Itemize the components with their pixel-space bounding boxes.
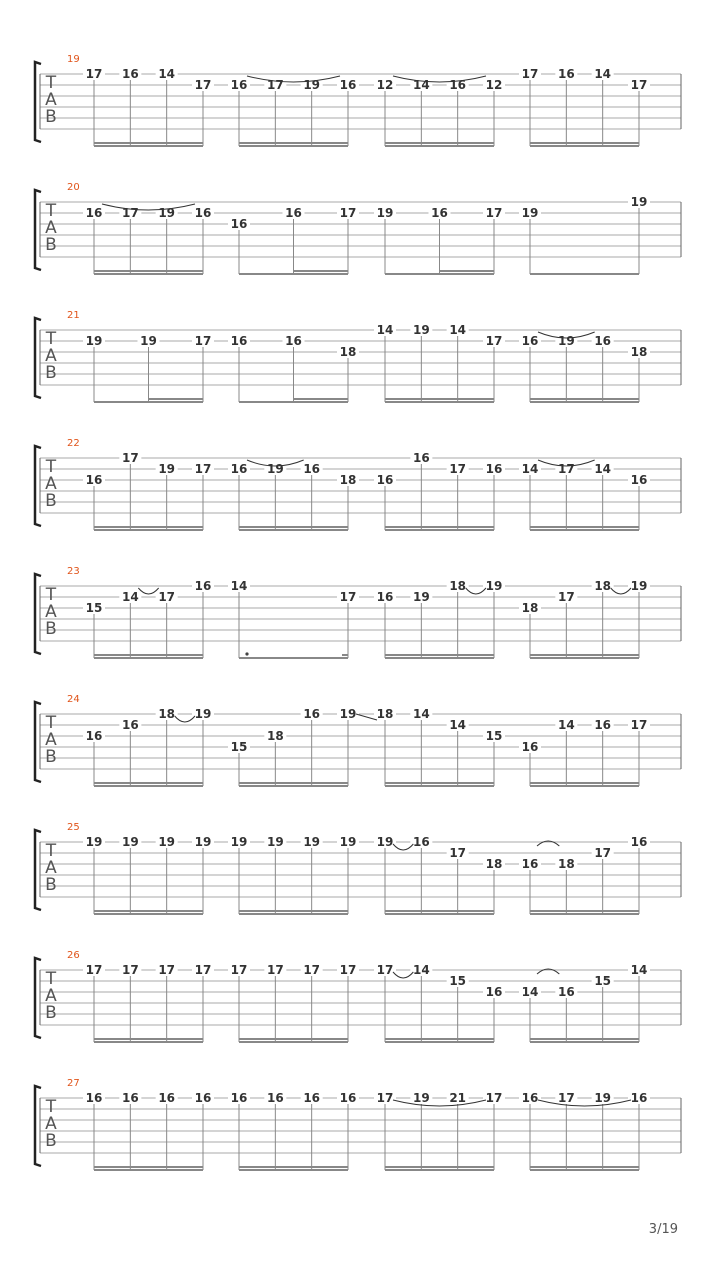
fret-number: 18 bbox=[158, 707, 176, 721]
fret-number: 17 bbox=[194, 963, 212, 977]
fret-number: 19 bbox=[266, 462, 284, 476]
fret-number: 15 bbox=[485, 729, 503, 743]
fret-number: 17 bbox=[121, 963, 139, 977]
beam-primary bbox=[94, 1166, 203, 1168]
fret-number: 17 bbox=[194, 462, 212, 476]
fret-number: 16 bbox=[85, 473, 103, 487]
beam-secondary bbox=[530, 145, 639, 147]
beam-primary bbox=[239, 273, 348, 275]
fret-number: 16 bbox=[85, 729, 103, 743]
fret-number: 16 bbox=[521, 1091, 539, 1105]
fret-number: 16 bbox=[121, 1091, 139, 1105]
fret-number: 14 bbox=[412, 707, 430, 721]
tab-system bbox=[35, 54, 681, 147]
beam-secondary bbox=[239, 1041, 348, 1043]
fret-number: 14 bbox=[121, 590, 139, 604]
tab-clef-letter: A bbox=[45, 986, 57, 1006]
slur-arc bbox=[393, 1100, 486, 1106]
fret-number: 15 bbox=[594, 974, 612, 988]
fret-number: 17 bbox=[557, 462, 575, 476]
fret-number: 17 bbox=[449, 462, 467, 476]
tab-clef-letter: T bbox=[45, 329, 57, 349]
fret-number: 16 bbox=[630, 835, 648, 849]
beam-primary bbox=[239, 782, 348, 784]
beam-secondary bbox=[385, 657, 494, 659]
fret-number: 17 bbox=[485, 206, 503, 220]
beat-group bbox=[519, 462, 650, 531]
fret-number: 14 bbox=[412, 78, 430, 92]
fret-number: 16 bbox=[557, 985, 575, 999]
fret-number: 19 bbox=[158, 206, 176, 220]
fret-number: 16 bbox=[339, 1091, 357, 1105]
fret-number: 16 bbox=[285, 334, 302, 348]
fret-number: 19 bbox=[412, 323, 430, 337]
beat-group bbox=[83, 334, 214, 403]
slur-arc bbox=[102, 204, 195, 210]
fret-number: 19 bbox=[557, 334, 575, 348]
tab-system bbox=[35, 822, 681, 915]
beat-group bbox=[519, 334, 650, 403]
fret-number: 19 bbox=[376, 835, 394, 849]
fret-number: 16 bbox=[412, 835, 430, 849]
tab-system bbox=[35, 566, 681, 659]
tab-clef-letter: B bbox=[45, 107, 57, 127]
tab-clef-letter: A bbox=[45, 858, 57, 878]
fret-number: 17 bbox=[449, 846, 467, 860]
page-number: 3/19 bbox=[648, 1222, 678, 1237]
beat-group bbox=[374, 206, 505, 275]
fret-number: 18 bbox=[521, 601, 539, 615]
beam-primary bbox=[385, 398, 494, 400]
fret-number: 17 bbox=[630, 718, 648, 732]
fret-number: 14 bbox=[557, 718, 575, 732]
beam-secondary bbox=[385, 401, 494, 403]
bar-number: 20 bbox=[67, 182, 80, 193]
beat-group bbox=[228, 78, 359, 147]
beam-primary bbox=[239, 142, 348, 144]
bar-number: 19 bbox=[67, 54, 80, 65]
beam-secondary bbox=[440, 270, 495, 272]
fret-number: 17 bbox=[557, 1091, 575, 1105]
beam-primary bbox=[530, 398, 639, 400]
fret-number: 17 bbox=[158, 963, 176, 977]
beam-secondary bbox=[385, 145, 494, 147]
beam-secondary bbox=[530, 1041, 639, 1043]
fret-number: 16 bbox=[230, 334, 248, 348]
fret-number: 16 bbox=[521, 740, 539, 754]
beam-primary bbox=[530, 1038, 639, 1040]
fret-number: 16 bbox=[85, 1091, 103, 1105]
fret-number: 17 bbox=[121, 206, 139, 220]
beam-primary bbox=[385, 782, 494, 784]
fret-number: 17 bbox=[557, 590, 575, 604]
beam-secondary bbox=[530, 529, 639, 531]
tab-clef-letter: B bbox=[45, 1131, 57, 1151]
fret-number: 16 bbox=[449, 78, 467, 92]
fret-number: 16 bbox=[158, 1091, 176, 1105]
fret-number: 19 bbox=[594, 1091, 612, 1105]
fret-number: 17 bbox=[266, 963, 284, 977]
slur-arc bbox=[611, 588, 631, 594]
fret-number: 16 bbox=[431, 206, 448, 220]
fret-number: 16 bbox=[194, 206, 212, 220]
fret-number: 19 bbox=[85, 334, 103, 348]
beam-secondary bbox=[239, 913, 348, 915]
beat-group bbox=[519, 718, 650, 787]
beam-secondary bbox=[239, 785, 348, 787]
beat-group bbox=[228, 206, 359, 275]
fret-number: 14 bbox=[449, 718, 467, 732]
fret-number: 19 bbox=[521, 206, 539, 220]
fret-number: 15 bbox=[230, 740, 248, 754]
fret-number: 17 bbox=[339, 963, 357, 977]
beat-group bbox=[374, 78, 505, 147]
slur-arc bbox=[175, 716, 195, 722]
fret-number: 16 bbox=[85, 206, 103, 220]
fret-number: 21 bbox=[449, 1091, 467, 1105]
beam-primary bbox=[94, 401, 203, 403]
beam-secondary bbox=[530, 785, 639, 787]
fret-number: 14 bbox=[594, 462, 612, 476]
fret-number: 16 bbox=[594, 718, 612, 732]
fret-number: 16 bbox=[630, 1091, 648, 1105]
fret-number: 17 bbox=[630, 78, 648, 92]
fret-number: 19 bbox=[121, 835, 139, 849]
tab-clef-letter: T bbox=[45, 1097, 57, 1117]
tab-clef-letter: B bbox=[45, 619, 57, 639]
fret-number: 18 bbox=[266, 729, 284, 743]
beam-secondary bbox=[94, 1169, 203, 1171]
tab-system bbox=[35, 438, 681, 531]
beat-group bbox=[228, 462, 359, 531]
beam-primary bbox=[94, 526, 203, 528]
tab-clef-letter: T bbox=[45, 713, 57, 733]
slide-line bbox=[356, 714, 377, 720]
fret-number: 16 bbox=[230, 217, 248, 231]
beam-secondary bbox=[385, 529, 494, 531]
fret-number: 19 bbox=[630, 579, 648, 593]
slur-arc bbox=[466, 588, 486, 594]
tab-system bbox=[35, 950, 681, 1043]
fret-number: 12 bbox=[376, 78, 394, 92]
tab-system bbox=[35, 310, 681, 403]
tab-clef-letter: A bbox=[45, 218, 57, 238]
fret-number: 17 bbox=[521, 67, 539, 81]
fret-number: 19 bbox=[230, 835, 248, 849]
fret-number: 17 bbox=[339, 206, 357, 220]
beam-primary bbox=[530, 273, 639, 275]
fret-number: 17 bbox=[85, 963, 103, 977]
fret-number: 14 bbox=[594, 67, 612, 81]
fret-number: 17 bbox=[485, 1091, 503, 1105]
beam-secondary bbox=[294, 398, 349, 400]
fret-number: 14 bbox=[521, 985, 539, 999]
tab-clef-letter: A bbox=[45, 90, 57, 110]
beam-primary bbox=[94, 1038, 203, 1040]
fret-number: 14 bbox=[630, 963, 648, 977]
beam-secondary bbox=[94, 657, 203, 659]
fret-number: 17 bbox=[376, 1091, 394, 1105]
beat-group bbox=[228, 334, 359, 403]
beam-secondary bbox=[530, 657, 639, 659]
fret-number: 19 bbox=[85, 835, 103, 849]
beam-secondary bbox=[294, 270, 349, 272]
fret-number: 17 bbox=[121, 451, 139, 465]
fret-number: 14 bbox=[230, 579, 248, 593]
slur-arc bbox=[393, 972, 413, 978]
fret-number: 17 bbox=[376, 963, 394, 977]
tab-clef-letter: B bbox=[45, 747, 57, 767]
beam-primary bbox=[94, 910, 203, 912]
bar-number: 26 bbox=[67, 950, 80, 961]
tab-clef-letter: B bbox=[45, 1003, 57, 1023]
bar-number: 21 bbox=[67, 310, 80, 321]
beam-secondary bbox=[94, 529, 203, 531]
beam-primary bbox=[385, 142, 494, 144]
fret-number: 18 bbox=[557, 857, 575, 871]
beat-group bbox=[83, 206, 214, 275]
fret-number: 16 bbox=[230, 1091, 248, 1105]
fret-number: 16 bbox=[285, 206, 302, 220]
fret-number: 16 bbox=[266, 1091, 284, 1105]
fret-number: 12 bbox=[485, 78, 503, 92]
bar-number: 27 bbox=[67, 1078, 80, 1089]
fret-number: 16 bbox=[121, 67, 139, 81]
fret-number: 17 bbox=[339, 590, 357, 604]
tab-clef-letter: T bbox=[45, 969, 57, 989]
beam-secondary bbox=[385, 1169, 494, 1171]
beam-primary bbox=[94, 654, 203, 656]
fret-number: 16 bbox=[339, 78, 357, 92]
beam-primary bbox=[385, 654, 494, 656]
fret-number: 19 bbox=[303, 835, 321, 849]
beam-primary bbox=[385, 1038, 494, 1040]
beam-primary bbox=[239, 526, 348, 528]
fret-number: 18 bbox=[339, 473, 357, 487]
tab-clef-letter: T bbox=[45, 841, 57, 861]
fret-number: 19 bbox=[376, 206, 394, 220]
beam-secondary bbox=[239, 145, 348, 147]
beam-primary bbox=[94, 782, 203, 784]
beam-primary bbox=[94, 270, 203, 272]
fret-number: 16 bbox=[194, 579, 212, 593]
fret-number: 19 bbox=[412, 590, 430, 604]
fret-number: 16 bbox=[630, 473, 648, 487]
slur-arc bbox=[138, 588, 158, 594]
fret-number: 17 bbox=[194, 334, 212, 348]
beam-primary bbox=[94, 142, 203, 144]
fret-number: 19 bbox=[630, 195, 648, 209]
fret-number: 14 bbox=[449, 323, 467, 337]
fret-number: 17 bbox=[158, 590, 176, 604]
fret-number: 19 bbox=[266, 835, 284, 849]
fret-number: 19 bbox=[158, 462, 176, 476]
slur-arc bbox=[247, 76, 340, 82]
fret-number: 19 bbox=[158, 835, 176, 849]
fret-number: 17 bbox=[485, 334, 503, 348]
fret-number: 16 bbox=[485, 462, 503, 476]
beam-primary bbox=[385, 1166, 494, 1168]
beam-secondary bbox=[385, 785, 494, 787]
fret-number: 16 bbox=[303, 1091, 321, 1105]
fret-number: 16 bbox=[594, 334, 612, 348]
fret-number: 18 bbox=[339, 345, 357, 359]
beam-secondary bbox=[94, 273, 203, 275]
fret-number: 14 bbox=[412, 963, 430, 977]
fret-number: 17 bbox=[594, 846, 612, 860]
beam-secondary bbox=[530, 401, 639, 403]
bar-number: 24 bbox=[67, 694, 80, 705]
fret-number: 18 bbox=[485, 857, 503, 871]
beam-secondary bbox=[385, 913, 494, 915]
fret-number: 16 bbox=[521, 334, 539, 348]
beam-secondary bbox=[94, 913, 203, 915]
fret-number: 17 bbox=[303, 963, 321, 977]
tab-system bbox=[35, 1078, 681, 1171]
beam-primary bbox=[530, 654, 639, 656]
tab-clef-letter: B bbox=[45, 875, 57, 895]
beam-primary bbox=[239, 401, 348, 403]
fret-number: 17 bbox=[266, 78, 284, 92]
fret-number: 16 bbox=[230, 462, 248, 476]
fret-number: 18 bbox=[376, 707, 394, 721]
fret-number: 16 bbox=[303, 462, 321, 476]
fret-number: 16 bbox=[521, 857, 539, 871]
tab-clef-letter: B bbox=[45, 491, 57, 511]
beam-secondary bbox=[530, 1169, 639, 1171]
beam-primary bbox=[530, 910, 639, 912]
beam-secondary bbox=[530, 913, 639, 915]
tab-clef-letter: A bbox=[45, 1114, 57, 1134]
tab-clef-letter: A bbox=[45, 346, 57, 366]
tab-clef-letter: T bbox=[45, 585, 57, 605]
tab-clef-letter: B bbox=[45, 363, 57, 383]
fret-number: 19 bbox=[485, 579, 503, 593]
tab-clef-letter: B bbox=[45, 235, 57, 255]
beam-primary bbox=[385, 273, 494, 275]
beam-secondary bbox=[385, 1041, 494, 1043]
tab-clef-letter: T bbox=[45, 73, 57, 93]
bar-number: 25 bbox=[67, 822, 80, 833]
fret-number: 19 bbox=[140, 334, 157, 348]
fret-number: 16 bbox=[376, 590, 394, 604]
tab-clef-letter: A bbox=[45, 474, 57, 494]
fret-number: 19 bbox=[194, 835, 212, 849]
beam-primary bbox=[530, 526, 639, 528]
beam-primary bbox=[530, 142, 639, 144]
slur-arc bbox=[393, 76, 486, 82]
tab-clef-letter: T bbox=[45, 457, 57, 477]
beam-primary bbox=[530, 1166, 639, 1168]
fret-number: 18 bbox=[594, 579, 612, 593]
fret-number: 18 bbox=[630, 345, 648, 359]
beam-primary bbox=[239, 657, 348, 659]
fret-number: 17 bbox=[85, 67, 103, 81]
fret-number: 14 bbox=[376, 323, 394, 337]
fret-number: 16 bbox=[485, 985, 503, 999]
fret-number: 17 bbox=[230, 963, 248, 977]
fret-number: 16 bbox=[230, 78, 248, 92]
fret-number: 17 bbox=[194, 78, 212, 92]
beam-primary bbox=[239, 1166, 348, 1168]
fret-number: 15 bbox=[449, 974, 467, 988]
fret-number: 19 bbox=[339, 707, 357, 721]
beam-primary bbox=[530, 782, 639, 784]
fret-number: 16 bbox=[376, 473, 394, 487]
tab-clef-letter: A bbox=[45, 730, 57, 750]
beam-partial bbox=[342, 654, 348, 656]
slur-arc bbox=[393, 844, 413, 850]
slur-arc bbox=[538, 1100, 631, 1106]
fret-number: 14 bbox=[158, 67, 176, 81]
fret-number: 19 bbox=[194, 707, 212, 721]
beam-primary bbox=[385, 526, 494, 528]
fret-number: 15 bbox=[85, 601, 103, 615]
fret-number: 16 bbox=[121, 718, 139, 732]
rhythm-dot bbox=[245, 652, 248, 655]
fret-number: 19 bbox=[412, 1091, 430, 1105]
tab-system bbox=[35, 694, 681, 787]
beam-primary bbox=[239, 910, 348, 912]
fret-number: 16 bbox=[194, 1091, 212, 1105]
fret-number: 16 bbox=[412, 451, 430, 465]
tab-clef-letter: T bbox=[45, 201, 57, 221]
bar-number: 23 bbox=[67, 566, 80, 577]
beam-secondary bbox=[94, 145, 203, 147]
beam-primary bbox=[385, 910, 494, 912]
beam-secondary bbox=[239, 529, 348, 531]
tab-clef-letter: A bbox=[45, 602, 57, 622]
fret-number: 18 bbox=[449, 579, 467, 593]
fret-number: 16 bbox=[557, 67, 575, 81]
beam-secondary bbox=[239, 1169, 348, 1171]
bar-number: 22 bbox=[67, 438, 80, 449]
fret-number: 19 bbox=[303, 78, 321, 92]
beam-secondary bbox=[94, 1041, 203, 1043]
fret-number: 16 bbox=[303, 707, 321, 721]
beam-primary bbox=[239, 1038, 348, 1040]
tab-system bbox=[35, 182, 681, 275]
beam-secondary bbox=[149, 398, 204, 400]
fret-number: 14 bbox=[521, 462, 539, 476]
fret-number: 19 bbox=[339, 835, 357, 849]
beam-secondary bbox=[94, 785, 203, 787]
